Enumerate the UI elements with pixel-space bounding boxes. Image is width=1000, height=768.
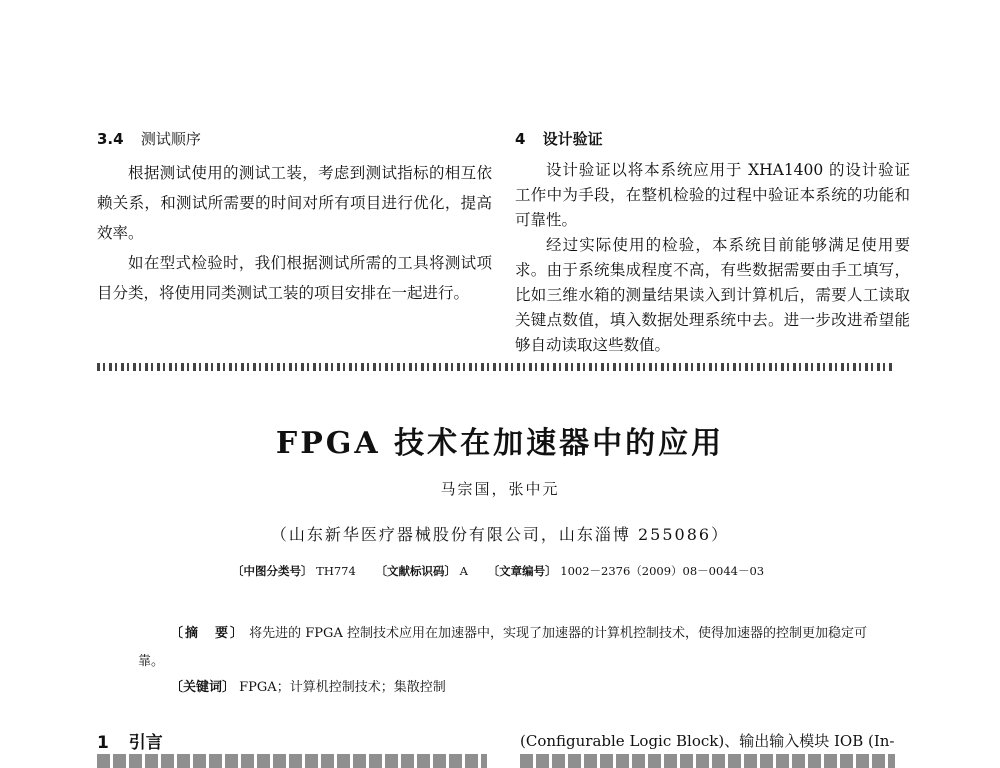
clc-label: 〔中图分类号〕 bbox=[232, 564, 313, 578]
keywords-label: 〔关键词〕 bbox=[170, 680, 236, 695]
paragraph: 设计验证以将本系统应用于 XHA1400 的设计验证工作中为手段，在整机检验的过程中验证本系统的功能和可靠性。 bbox=[515, 161, 910, 229]
doc-code-value: A bbox=[459, 564, 468, 578]
classification-line bbox=[232, 563, 832, 579]
cutoff-text-line bbox=[520, 754, 895, 768]
paragraph: 根据测试使用的测试工装，考虑到测试指标的相互依赖关系，和测试所需要的时间对所有项目进行优化，提高效率。 bbox=[97, 164, 492, 242]
article-title: FPGA 技术在加速器中的应用 bbox=[275, 426, 725, 461]
keywords-text: FPGA；计算机控制技术；集散控制 bbox=[239, 680, 446, 695]
section-title: 设计验证 bbox=[542, 130, 603, 148]
abstract-label: 〔摘 要〕 bbox=[170, 626, 246, 641]
intro-heading bbox=[97, 728, 163, 753]
section-number: 1 bbox=[97, 733, 109, 753]
clc-value: TH774 bbox=[316, 564, 356, 578]
paragraph: 如在型式检验时，我们根据测试所需的工具将测试项目分类，将使用同类测试工装的项目安排在一起进行。 bbox=[97, 254, 492, 302]
abstract bbox=[138, 620, 883, 676]
article-number bbox=[488, 564, 765, 578]
section-number: 4 bbox=[515, 130, 526, 148]
intro-right-column-text: (Configurable Logic Block)、输出输入模块 IOB (In- bbox=[520, 732, 895, 750]
section-title: 引言 bbox=[128, 733, 163, 753]
paragraph: 经过实际使用的检验，本系统目前能够满足使用要求。由于系统集成程度不高，有些数据需要由手工填写，比如三维水箱的测量结果读入到计算机后，需要人工读取关键点数值，填入数据处理系统中去。进一步改进希望能够自动读取这些数值。 bbox=[515, 236, 910, 354]
article-affiliation: （山东新华医疗器械股份有限公司，山东淄博 255086） bbox=[270, 525, 730, 544]
doc-code bbox=[375, 564, 471, 578]
article-authors: 马宗国，张中元 bbox=[440, 480, 560, 498]
article-number-label: 〔文章编号〕 bbox=[487, 564, 557, 578]
section-title: 测试顺序 bbox=[140, 130, 201, 148]
ornamental-divider bbox=[97, 363, 893, 371]
section-heading bbox=[515, 128, 910, 150]
abstract-text: 将先进的 FPGA 控制技术应用在加速器中，实现了加速器的计算机控制技术，使得加速器的控制更加稳定可靠。 bbox=[138, 626, 867, 669]
section-heading bbox=[97, 128, 492, 150]
prev-section-right bbox=[515, 128, 910, 358]
section-number: 3.4 bbox=[97, 130, 124, 148]
clc-code bbox=[232, 564, 359, 578]
prev-section-left bbox=[97, 128, 492, 308]
doc-code-label: 〔文献标识码〕 bbox=[375, 564, 456, 578]
keywords bbox=[170, 676, 446, 695]
cutoff-text-line bbox=[97, 754, 487, 768]
article-number-value: 1002－2376（2009）08－0044－03 bbox=[560, 564, 765, 578]
